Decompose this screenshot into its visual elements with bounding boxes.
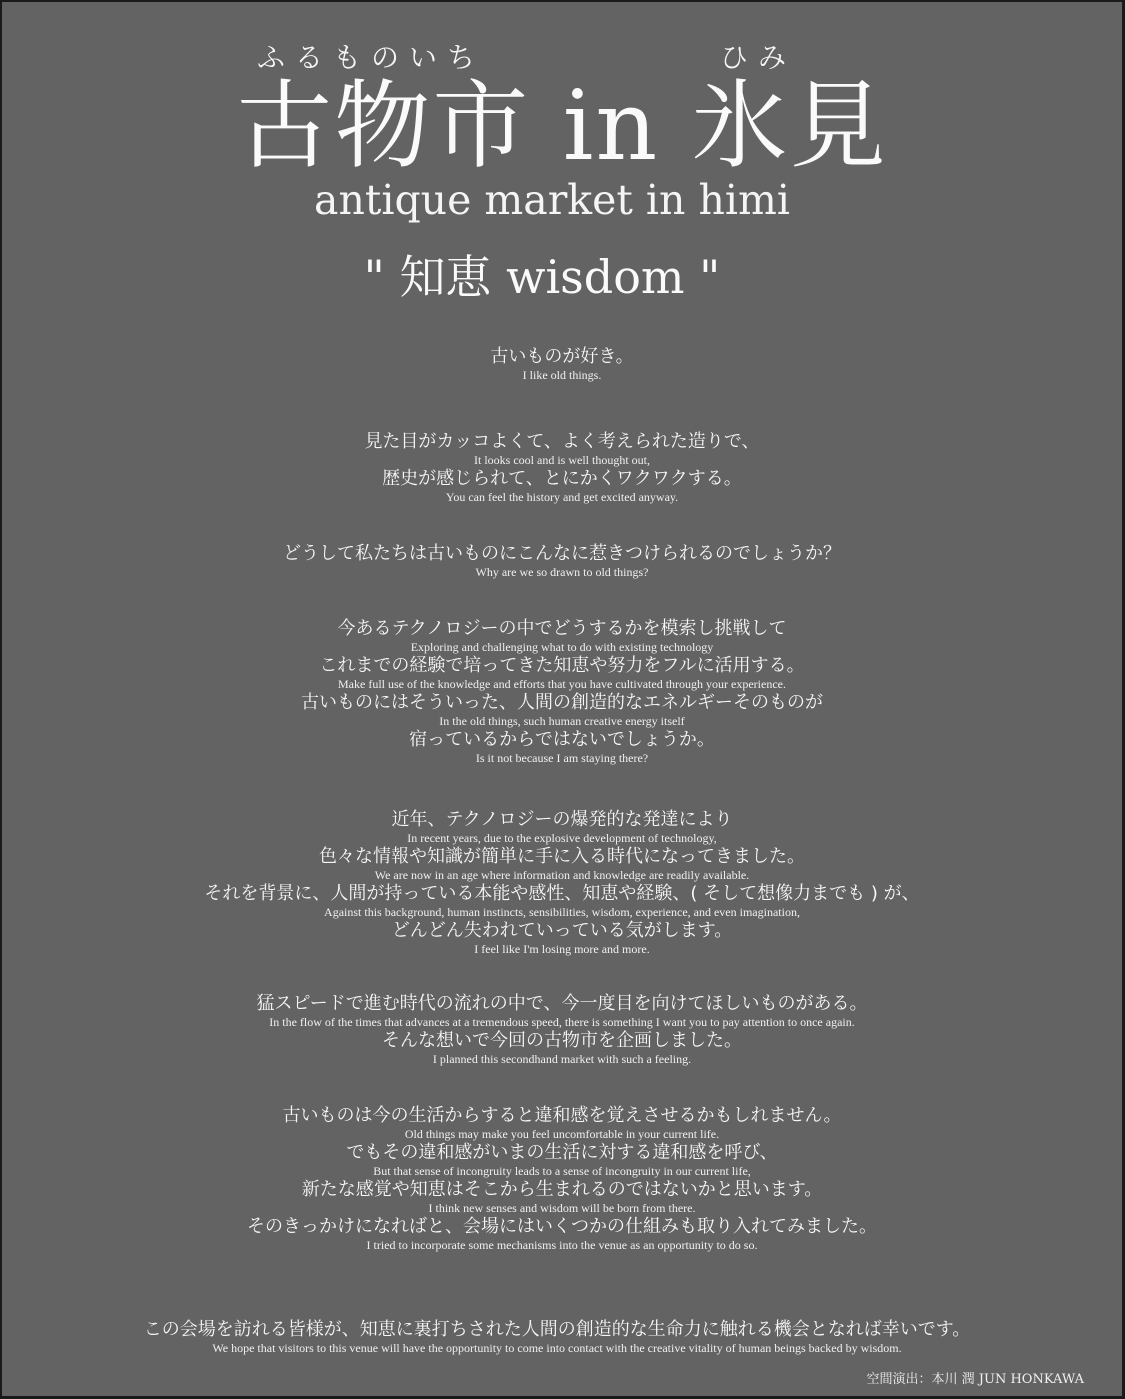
text-line xyxy=(2,543,1122,580)
paragraph xyxy=(2,1105,1122,1253)
japanese-text: 近年、テクノロジーの爆発的な発達により xyxy=(391,809,733,830)
japanese-text: 猛スピードで進む時代の流れの中で、今一度目を向けてほしいものがある。 xyxy=(256,993,868,1014)
japanese-text: でもその違和感がいまの生活に対する違和感を呼び、 xyxy=(346,1142,778,1163)
english-text: I like old things. xyxy=(522,368,602,382)
japanese-text: 今あるテクノロジーの中でどうするかを模索し挑戦して xyxy=(337,618,787,639)
page-title: 古物市 in 氷見 xyxy=(236,70,888,182)
text-line xyxy=(2,618,1122,655)
japanese-text: 古いものにはそういった、人間の創造的なエネルギーそのものが xyxy=(301,692,823,713)
english-text: It looks cool and is well thought out, xyxy=(474,453,650,467)
text-line xyxy=(2,1216,1122,1253)
text-line xyxy=(2,809,1122,846)
english-text: Exploring and challenging what to do with existing technology xyxy=(410,640,714,654)
japanese-text: 色々な情報や知識が簡単に手に入る時代になってきました。 xyxy=(319,846,805,867)
text-line xyxy=(2,920,1122,957)
japanese-text: 歴史が感じられて、とにかくワクワクする。 xyxy=(382,468,742,489)
japanese-text: どうして私たちは古いものにこんなに惹きつけられるのでしょうか？ xyxy=(283,543,841,564)
text-line xyxy=(2,993,1122,1030)
text-line xyxy=(2,1179,1122,1216)
english-text: Why are we so drawn to old things? xyxy=(475,565,649,579)
japanese-text: 見た目がカッコよくて、よく考えられた造りで、 xyxy=(364,431,760,452)
paragraph xyxy=(2,993,1122,1067)
text-line xyxy=(2,655,1122,692)
english-text: Old things may make you feel uncomfortable in your current life. xyxy=(404,1127,720,1141)
japanese-text: どんどん失われていっている気がします。 xyxy=(391,920,733,941)
text-line xyxy=(2,1105,1122,1142)
theme-heading: " 知恵 wisdom " xyxy=(363,250,721,304)
japanese-text: そのきっかけになればと、会場にはいくつかの仕組みも取り入れてみました。 xyxy=(247,1216,877,1237)
closing-english-text: We hope that visitors to this venue will have the opportunity to come into contact with the creative vitality of human beings backed by wisdom. xyxy=(212,1341,902,1355)
english-text: In the old things, such human creative energy itself xyxy=(439,714,685,728)
english-text: Against this background, human instincts, sensibilities, wisdom, experience, and even imagination, xyxy=(324,905,800,919)
page-subtitle: antique market in himi xyxy=(314,176,790,224)
english-text: You can feel the history and get excited anyway. xyxy=(445,490,679,504)
english-text: I tried to incorporate some mechanisms into the venue as an opportunity to do so. xyxy=(366,1238,758,1252)
japanese-text: そんな想いで今回の古物市を企画しました。 xyxy=(382,1030,742,1051)
text-line xyxy=(2,729,1122,766)
paragraph xyxy=(2,431,1122,505)
text-line xyxy=(2,431,1122,468)
paragraph xyxy=(2,346,1122,383)
message-body xyxy=(2,342,1122,1253)
title-ruby-left: ふるものいち xyxy=(257,41,486,74)
japanese-text: 古いものは今の生活からすると違和感を覚えさせるかもしれません。 xyxy=(282,1105,842,1126)
english-text: Make full use of the knowledge and efforts that you have cultivated through your experience. xyxy=(338,677,786,691)
text-line xyxy=(2,846,1122,883)
text-line xyxy=(2,1142,1122,1179)
english-text: I planned this secondhand market with such a feeling. xyxy=(432,1052,692,1066)
japanese-text: 宿っているからではないでしょうか。 xyxy=(409,729,715,750)
text-line xyxy=(2,346,1122,383)
english-text: We are now in an age where information and knowledge are readily available. xyxy=(374,868,750,882)
japanese-text: 古いものが好き。 xyxy=(490,346,634,367)
paragraph xyxy=(2,809,1122,957)
english-text: I think new senses and wisdom will be born from there. xyxy=(428,1201,696,1215)
english-text: I feel like I'm losing more and more. xyxy=(474,942,650,956)
poster xyxy=(2,2,1122,1396)
japanese-text: それを背景に、人間が持っている本能や感性、知恵や経験、( そして想像力までも ) が、 xyxy=(204,883,920,904)
english-text: But that sense of incongruity leads to a sense of incongruity in our current life, xyxy=(373,1164,751,1178)
japanese-text: これまでの経験で培ってきた知恵や努力をフルに活用する。 xyxy=(319,655,805,676)
japanese-text: 新たな感覚や知恵はそこから生まれるのではないかと思います。 xyxy=(301,1179,823,1200)
closing-japanese-text: この会場を訪れる皆様が、知恵に裏打ちされた人間の創造的な生命力に触れる機会となれば幸いです。 xyxy=(143,1319,971,1340)
closing-message xyxy=(2,1319,1112,1356)
english-text: Is it not because I am staying there? xyxy=(475,751,649,765)
text-line xyxy=(2,1030,1122,1067)
text-line xyxy=(2,883,1122,920)
title-ruby-right: ひみ xyxy=(720,41,797,74)
paragraph xyxy=(2,543,1122,580)
english-text: In recent years, due to the explosive development of technology, xyxy=(407,831,717,845)
text-line xyxy=(2,692,1122,729)
credit-line: 空間演出：本川 潤 JUN HONKAWA xyxy=(866,1372,1084,1387)
paragraph xyxy=(2,618,1122,766)
english-text: In the flow of the times that advances at a tremendous speed, there is something I want you to pay attention to once again. xyxy=(269,1015,855,1029)
text-line xyxy=(2,468,1122,505)
